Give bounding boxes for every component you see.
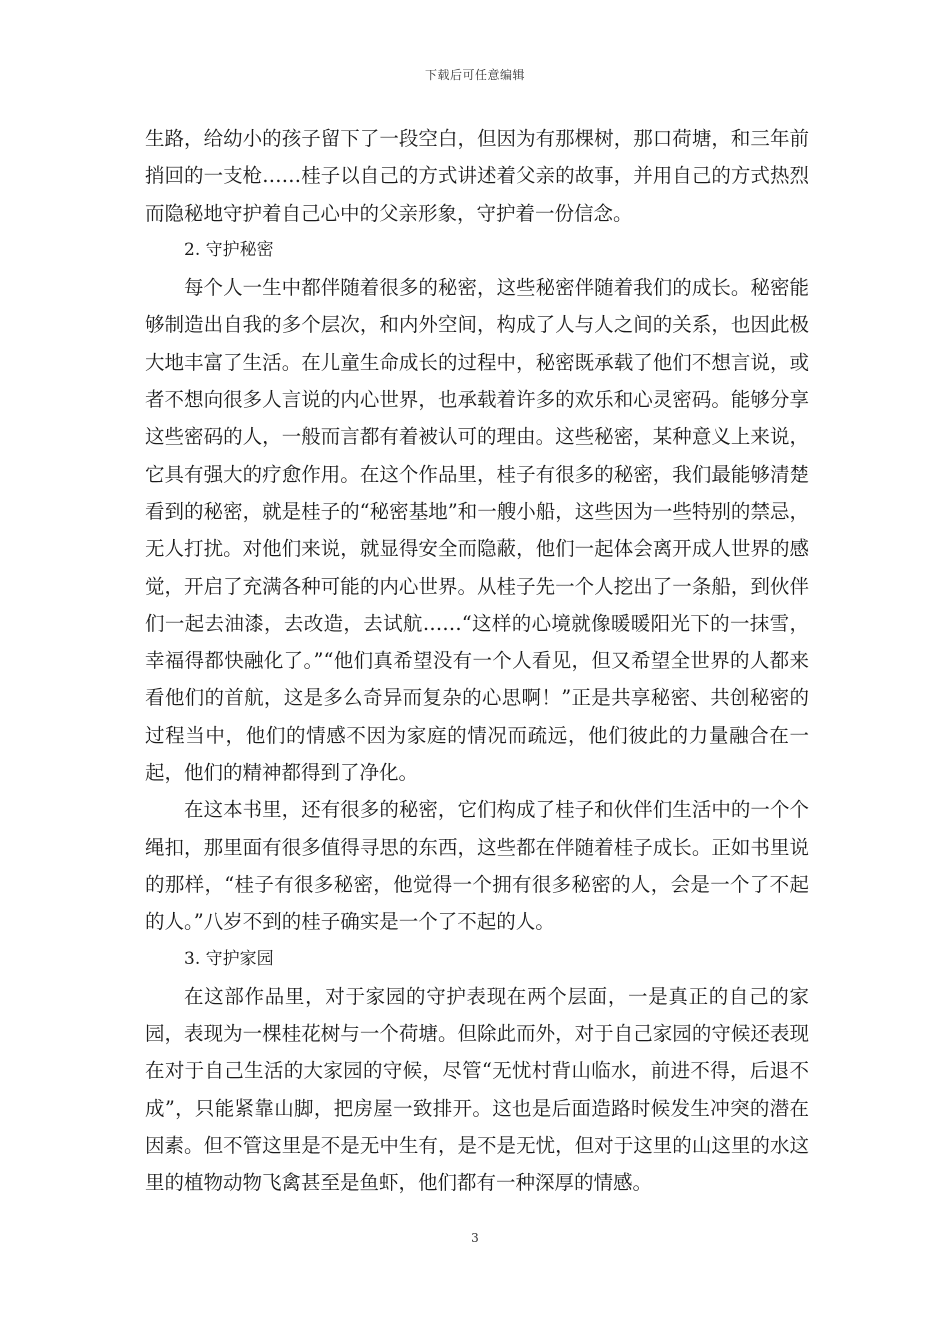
paragraph-secrets-main: 每个人一生中都伴随着很多的秘密，这些秘密伴随着我们的成长。秘密能够制造出自我的多个层次，和内外空间，构成了人与人之间的关系，也因此极大地丰富了生活。在儿童生命成长的过程中，秘密既承载了他们不想言说，或者不想向很多人言说的内心世界，也承载着许多的欢乐和心灵密码。能够分享这些密码的人，一般而言都有着被认可的理由。这些秘密，某种意义上来说，它具有强大的疗愈作用。在这个作品里，桂子有很多的秘密，我们最能够清楚看到的秘密，就是桂子的“秘密基地”和一艘小船，这些因为一些特别的禁忌，无人打扰。对他们来说，就显得安全而隐蔽，他们一起体会离开成人世界的感觉，开启了充满各种可能的内心世界。从桂子先一个人挖出了一条船，到伙伴们一起去油漆，去改造，去试航……“这样的心境就像暖暖阳光下的一抹雪，幸福得都快融化了。”“他们真希望没有一个人看见，但又希望全世界的人都来看他们的首航，这是多么奇异而复杂的心思啊！”正是共享秘密、共创秘密的过程当中，他们的情感不因为家庭的情况而疏远，他们彼此的力量融合在一起，他们的精神都得到了净化。 <box>145 276 809 785</box>
section-heading-guard-home: 3. 守护家园 <box>184 948 274 969</box>
paragraph-secrets-more: 在这本书里，还有很多的秘密，它们构成了桂子和伙伴们生活中的一个个绳扣，那里面有很多值得寻思的东西，这些都在伴随着桂子成长。正如书里说的那样，“桂子有很多秘密，他觉得一个拥有很多秘密的人，会是一个了不起的人。”八岁不到的桂子确实是一个了不起的人。 <box>145 798 809 934</box>
paragraph-continuation: 生路，给幼小的孩子留下了一段空白，但因为有那棵树，那口荷塘，和三年前捎回的一支枪……桂子以自己的方式讲述着父亲的故事，并用自己的方式热烈而隐秘地守护着自己心中的父亲形象，守护着一份信念。 <box>145 127 809 225</box>
paragraph-home: 在这部作品里，对于家园的守护表现在两个层面，一是真正的自己的家园，表现为一棵桂花树与一个荷塘。但除此而外，对于自己家园的守候还表现在对于自己生活的大家园的守候，尽管“无忧村背山临水，前进不得，后退不成”，只能紧靠山脚，把房屋一致排开。这也是后面造路时候发生冲突的潜在因素。但不管这里是不是无中生有，是不是无忧，但对于这里的山这里的水这里的植物动物飞禽甚至是鱼虾，他们都有一种深厚的情感。 <box>145 984 809 1195</box>
document-body <box>145 120 809 1202</box>
page-header: 下载后可任意编辑 <box>424 68 525 82</box>
page-number: 3 <box>471 1231 479 1245</box>
section-heading-keep-secrets: 2. 守护秘密 <box>184 239 274 260</box>
